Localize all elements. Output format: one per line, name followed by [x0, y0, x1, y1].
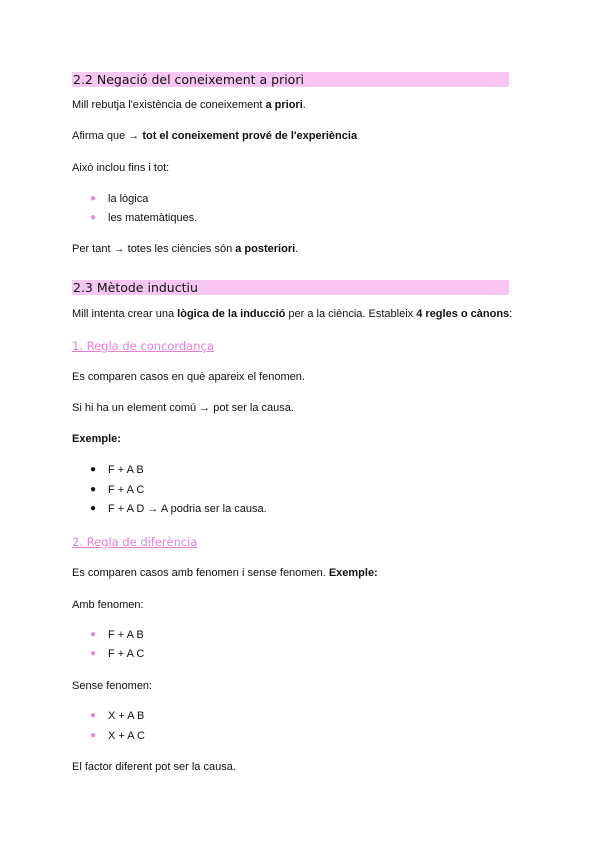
- paragraph-includes: Això inclou fins i tot:: [72, 162, 170, 174]
- bullet-icon: ●: [90, 484, 97, 495]
- text: :: [509, 308, 513, 320]
- section-heading-2-2: 2.2 Negació del coneixement a priori: [72, 72, 509, 87]
- bullet-icon: ●: [90, 730, 97, 741]
- text: per a la ciència. Estableix: [285, 308, 417, 320]
- bullet-icon: ●: [90, 710, 97, 721]
- rule-1-example-label: [72, 432, 121, 446]
- list-item: X + A C: [108, 730, 145, 742]
- bullet-icon: ●: [90, 212, 97, 223]
- text: Mill intenta crear una: [72, 308, 178, 320]
- text: Afirma que →: [72, 130, 143, 142]
- paragraph-mill-rejects: [72, 98, 306, 112]
- bold-text: tot el coneixement prové de l'experiència: [142, 130, 358, 142]
- rule-2-paragraph-1: [72, 566, 378, 580]
- bullet-icon: ●: [90, 648, 97, 659]
- list-item: F + A C: [108, 484, 145, 496]
- bold-text: a priori: [265, 99, 303, 111]
- rule-1-paragraph-2: Si hi ha un element comú → pot ser la causa.: [72, 402, 294, 414]
- paragraph-intro-inductive: [72, 307, 512, 321]
- bullet-icon: ●: [90, 464, 97, 475]
- list-item: les matemàtiques.: [108, 212, 198, 224]
- list-item: X + A B: [108, 710, 145, 722]
- bold-text: Exemple:: [328, 567, 378, 579]
- bullet-icon: ●: [90, 193, 97, 204]
- list-item: F + A B: [108, 464, 144, 476]
- paragraph-therefore: [72, 242, 298, 256]
- bold-text: Exemple:: [72, 433, 121, 445]
- without-phenomenon-label: Sense fenomen:: [72, 680, 153, 692]
- bold-text: lògica de la inducció: [177, 308, 286, 320]
- list-item: F + A D → A podria ser la causa.: [108, 503, 267, 515]
- paragraph-affirms: [72, 129, 357, 143]
- text: Es comparen casos amb fenomen i sense fenomen.: [72, 567, 329, 579]
- bullet-icon: ●: [90, 629, 97, 640]
- bold-text: a posteriori: [235, 243, 296, 255]
- bullet-icon: ●: [90, 503, 97, 514]
- bold-text: 4 regles o cànons: [416, 308, 510, 320]
- text: Mill rebutja l'existència de coneixement: [72, 99, 266, 111]
- text: .: [295, 243, 299, 255]
- text: .: [302, 99, 306, 111]
- with-phenomenon-label: Amb fenomen:: [72, 599, 144, 611]
- list-item: la lògica: [108, 193, 149, 205]
- rule-2-title: 2. Regla de diferència: [72, 535, 198, 549]
- rule-2-conclusion: El factor diferent pot ser la causa.: [72, 761, 236, 773]
- section-heading-2-3: 2.3 Mètode inductiu: [72, 280, 509, 295]
- rule-1-paragraph-1: Es comparen casos en què apareix el fenomen.: [72, 371, 305, 383]
- text: Per tant → totes les ciències són: [72, 243, 236, 255]
- list-item: F + A C: [108, 648, 145, 660]
- list-item: F + A B: [108, 629, 144, 641]
- rule-1-title: 1. Regla de concordança: [72, 339, 214, 353]
